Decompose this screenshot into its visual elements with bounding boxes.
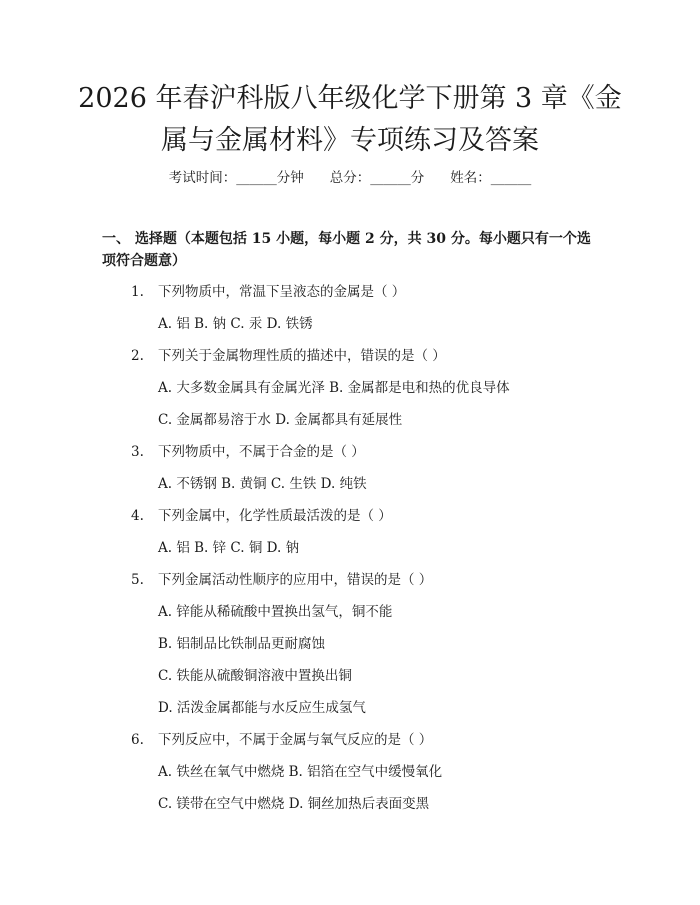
option-line	[0, 532, 700, 564]
option-text: D. 活泼金属都能与水反应生成氢气	[158, 700, 366, 716]
option-line	[0, 308, 700, 340]
question-item	[0, 500, 700, 532]
option-line	[0, 468, 700, 500]
total-score-label: 总分：______分	[329, 170, 425, 186]
option-text: A. 大多数金属具有金属光泽 B. 金属都是电和热的优良导体	[158, 380, 510, 396]
option-text: C. 镁带在空气中燃烧 D. 铜丝加热后表面变黑	[158, 796, 430, 812]
option-text: B. 铝制品比铁制品更耐腐蚀	[158, 636, 326, 652]
option-text: C. 铁能从硫酸铜溶液中置换出铜	[158, 668, 352, 684]
option-line	[0, 628, 700, 660]
question-text: 下列物质中，常温下呈液态的金属是（ ）	[158, 284, 406, 300]
question-number: 3.	[131, 444, 144, 460]
question-item	[0, 564, 700, 596]
question-item	[0, 276, 700, 308]
exam-time-label: 考试时间：______分钟	[168, 170, 304, 186]
option-line	[0, 788, 700, 820]
question-number: 2.	[131, 348, 144, 364]
question-text: 下列金属活动性顺序的应用中，错误的是（ ）	[158, 572, 433, 588]
option-line	[0, 756, 700, 788]
title-line-1: 2026 年春沪科版八年级化学下册第 3 章《金	[78, 83, 622, 114]
option-text: A. 铝 B. 锌 C. 铜 D. 钠	[158, 540, 300, 556]
option-line	[0, 692, 700, 724]
student-name-label: 姓名：______	[450, 170, 532, 186]
title-line-2: 属与金属材料》专项练习及答案	[161, 125, 539, 156]
option-line	[0, 660, 700, 692]
option-text: A. 不锈钢 B. 黄铜 C. 生铁 D. 纯铁	[158, 476, 367, 492]
question-number: 1.	[131, 284, 144, 300]
question-item	[0, 340, 700, 372]
document-title	[70, 78, 630, 162]
option-line	[0, 404, 700, 436]
question-text: 下列金属中，化学性质最活泼的是（ ）	[158, 508, 392, 524]
question-text: 下列反应中，不属于金属与氧气反应的是（ ）	[158, 732, 433, 748]
section-heading-choice: 一、 选择题（本题包括 15 小题，每小题 2 分，共 30 分。每小题只有一个选项符合题意）	[102, 231, 591, 269]
question-list	[0, 276, 700, 820]
option-text: A. 铝 B. 钠 C. 汞 D. 铁锈	[158, 316, 313, 332]
question-number: 4.	[131, 508, 144, 524]
option-text: A. 铁丝在氧气中燃烧 B. 铝箔在空气中缓慢氧化	[158, 764, 443, 780]
question-text: 下列关于金属物理性质的描述中，错误的是（ ）	[158, 348, 446, 364]
question-number: 6.	[131, 732, 144, 748]
option-line	[0, 372, 700, 404]
question-item	[0, 724, 700, 756]
option-text: C. 金属都易溶于水 D. 金属都具有延展性	[158, 412, 403, 428]
exam-info-line	[0, 168, 700, 188]
question-item	[0, 436, 700, 468]
question-text: 下列物质中，不属于合金的是（ ）	[158, 444, 365, 460]
question-number: 5.	[131, 572, 144, 588]
option-line	[0, 596, 700, 628]
option-text: A. 锌能从稀硫酸中置换出氢气，铜不能	[158, 604, 393, 620]
